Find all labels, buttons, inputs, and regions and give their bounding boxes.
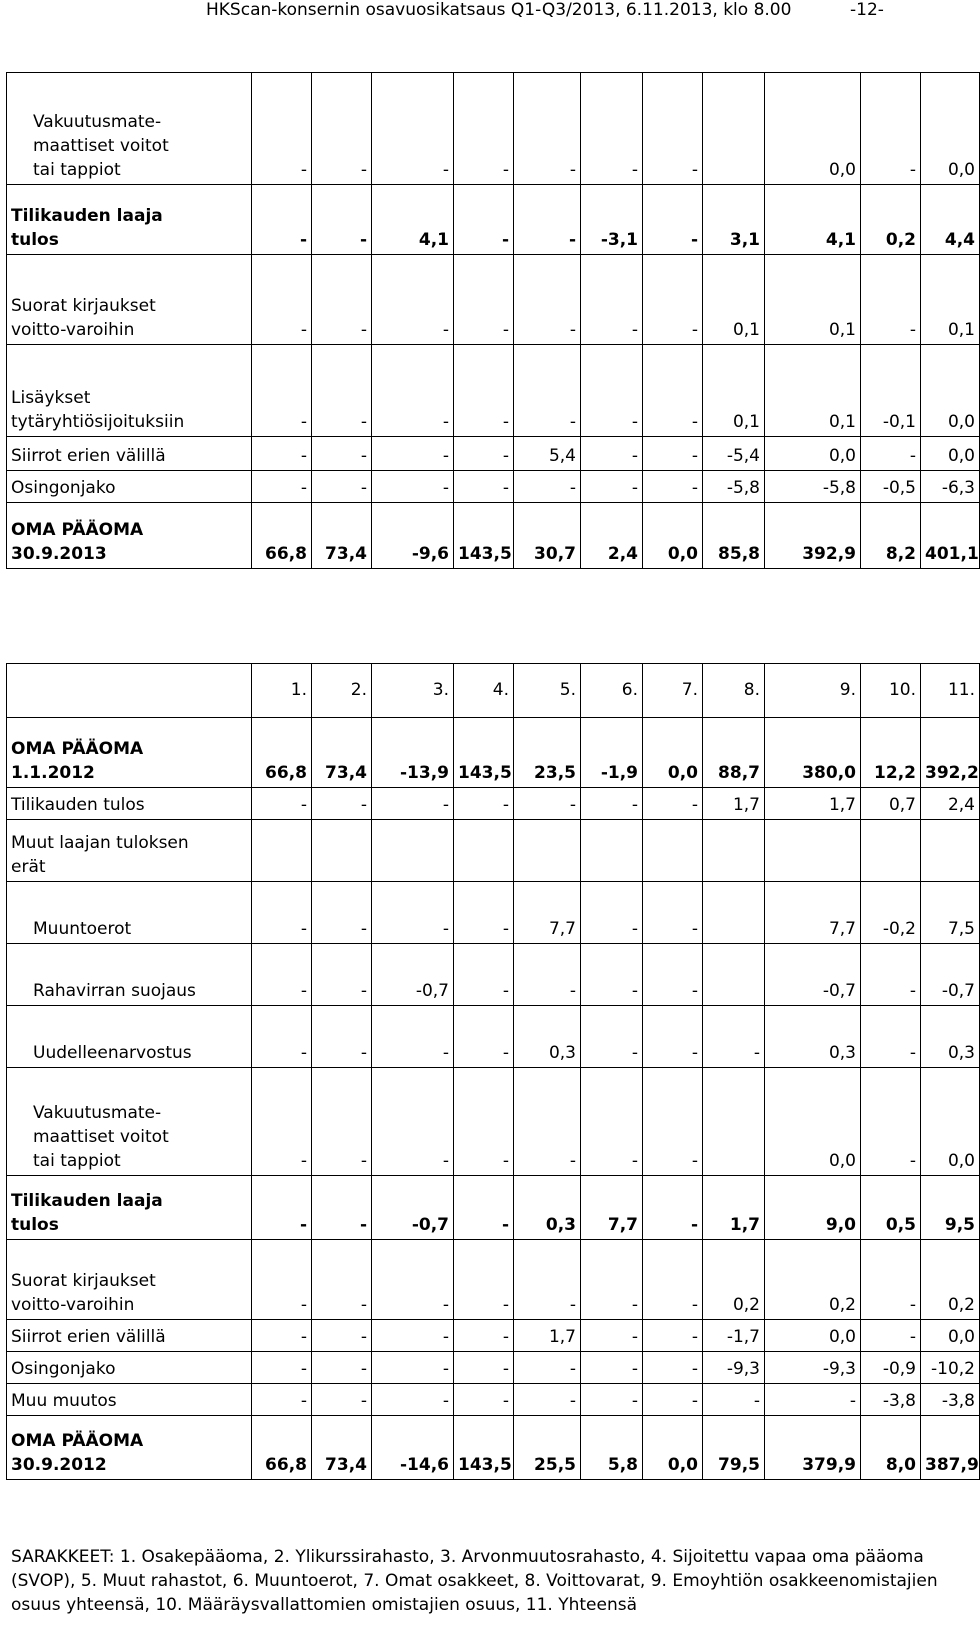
table-row — [7, 1176, 980, 1240]
row-label: Rahavirran suojaus — [7, 944, 252, 1006]
row-label: Vakuutusmate- maattiset voitot tai tappiot — [7, 1068, 252, 1176]
table-cell: - — [454, 788, 514, 820]
table-cell: 7,7 — [514, 882, 581, 944]
table-cell: - — [454, 73, 514, 185]
table-cell: - — [581, 345, 643, 437]
table-cell: 1,7 — [514, 1320, 581, 1352]
row-label: Muuntoerot — [7, 882, 252, 944]
table-cell: -9,3 — [765, 1352, 861, 1384]
table-cell: -0,9 — [861, 1352, 921, 1384]
table-cell: 379,9 — [765, 1416, 861, 1480]
table-cell: - — [454, 882, 514, 944]
table-cell: 7,5 — [921, 882, 980, 944]
table-cell: -9,3 — [703, 1352, 765, 1384]
table-cell: - — [643, 1176, 703, 1240]
table-cell: -9,6 — [372, 503, 454, 569]
table-cell — [454, 820, 514, 882]
table-cell: 392,2 — [921, 718, 980, 788]
table-cell — [703, 882, 765, 944]
table-cell: 1,7 — [765, 788, 861, 820]
table-cell: -0,7 — [921, 944, 980, 1006]
table-cell: - — [581, 1240, 643, 1320]
table-cell: - — [581, 437, 643, 471]
table-cell: -5,8 — [703, 471, 765, 503]
table-cell: -10,2 — [921, 1352, 980, 1384]
table-cell: - — [312, 185, 372, 255]
table-row — [7, 1240, 980, 1320]
table-cell: - — [643, 1352, 703, 1384]
table-row — [7, 1320, 980, 1352]
table-cell: - — [581, 882, 643, 944]
table-cell: -14,6 — [372, 1416, 454, 1480]
table-row — [7, 437, 980, 471]
table-cell: - — [454, 255, 514, 345]
column-header: 3. — [372, 664, 454, 718]
table-cell: -3,8 — [921, 1384, 980, 1416]
table-cell: 73,4 — [312, 718, 372, 788]
table-cell: - — [312, 1320, 372, 1352]
table-cell: - — [643, 944, 703, 1006]
table-cell: 0,1 — [703, 345, 765, 437]
table-cell — [372, 820, 454, 882]
table-cell: - — [861, 1068, 921, 1176]
table-cell: -3,8 — [861, 1384, 921, 1416]
table-cell: 0,0 — [643, 718, 703, 788]
table-cell: - — [372, 73, 454, 185]
table-cell: - — [861, 73, 921, 185]
table-cell: - — [372, 1240, 454, 1320]
row-label: Tilikauden laaja tulos — [7, 185, 252, 255]
table-cell: - — [514, 73, 581, 185]
table-cell: 2,4 — [921, 788, 980, 820]
table-row — [7, 882, 980, 944]
row-label: OMA PÄÄOMA 30.9.2012 — [7, 1416, 252, 1480]
table-cell — [643, 820, 703, 882]
document-title: HKScan-konsernin osavuosikatsaus Q1-Q3/2013, 6.11.2013, klo 8.00 — [206, 0, 792, 20]
table-row — [7, 944, 980, 1006]
table-cell: - — [312, 1176, 372, 1240]
table-cell: - — [312, 345, 372, 437]
table-cell: - — [372, 1006, 454, 1068]
row-label: Lisäykset tytäryhtiösijoituksiin — [7, 345, 252, 437]
table-cell: - — [312, 1240, 372, 1320]
column-header-row — [7, 664, 980, 718]
row-label: Siirrot erien välillä — [7, 437, 252, 471]
table-cell: 7,7 — [765, 882, 861, 944]
table-cell: - — [765, 1384, 861, 1416]
header-label-cell — [7, 664, 252, 718]
table-cell: - — [312, 255, 372, 345]
row-label: OMA PÄÄOMA 1.1.2012 — [7, 718, 252, 788]
table-cell — [703, 820, 765, 882]
table-cell: - — [372, 471, 454, 503]
table-cell: - — [372, 437, 454, 471]
table-cell: - — [372, 345, 454, 437]
table-cell: 9,5 — [921, 1176, 980, 1240]
table-cell: 0,1 — [765, 345, 861, 437]
table-cell: - — [861, 1006, 921, 1068]
table-cell: - — [514, 788, 581, 820]
table-cell: -1,7 — [703, 1320, 765, 1352]
table-row — [7, 718, 980, 788]
table-row — [7, 788, 980, 820]
table-cell: 0,0 — [921, 345, 980, 437]
table-cell: - — [312, 944, 372, 1006]
table-cell: - — [514, 1352, 581, 1384]
table-cell: -0,7 — [765, 944, 861, 1006]
table-cell — [703, 944, 765, 1006]
table-cell: 0,2 — [703, 1240, 765, 1320]
table-cell — [514, 820, 581, 882]
table-cell — [765, 820, 861, 882]
table-cell: 4,4 — [921, 185, 980, 255]
table-cell: - — [643, 1320, 703, 1352]
table-row — [7, 820, 980, 882]
table-cell: 0,3 — [514, 1006, 581, 1068]
table-cell: 0,0 — [765, 437, 861, 471]
table-cell: -0,7 — [372, 944, 454, 1006]
table-cell: 4,1 — [765, 185, 861, 255]
table-cell: - — [581, 1006, 643, 1068]
table-cell: - — [514, 345, 581, 437]
table-cell: - — [643, 471, 703, 503]
table-cell: 143,5 — [454, 1416, 514, 1480]
table-cell: - — [372, 255, 454, 345]
table-cell: - — [581, 255, 643, 345]
column-header: 1. — [252, 664, 312, 718]
table-cell: 88,7 — [703, 718, 765, 788]
table-cell: - — [252, 437, 312, 471]
column-header: 8. — [703, 664, 765, 718]
table-row — [7, 255, 980, 345]
table-cell: - — [372, 882, 454, 944]
table-cell: - — [252, 1006, 312, 1068]
table-cell: - — [252, 1240, 312, 1320]
table-cell: 4,1 — [372, 185, 454, 255]
table-cell: - — [372, 1384, 454, 1416]
row-label: Uudelleenarvostus — [7, 1006, 252, 1068]
table-cell: - — [643, 255, 703, 345]
row-label: Tilikauden laaja tulos — [7, 1176, 252, 1240]
column-header: 5. — [514, 664, 581, 718]
table-row — [7, 345, 980, 437]
table-cell: 380,0 — [765, 718, 861, 788]
table-cell: - — [252, 1352, 312, 1384]
table-cell: - — [643, 437, 703, 471]
table-cell: -0,1 — [861, 345, 921, 437]
table-cell: - — [252, 1176, 312, 1240]
column-header: 10. — [861, 664, 921, 718]
table-cell: - — [252, 1068, 312, 1176]
column-header: 6. — [581, 664, 643, 718]
table-cell: 0,0 — [643, 1416, 703, 1480]
table-cell: 0,5 — [861, 1176, 921, 1240]
table-cell: 8,0 — [861, 1416, 921, 1480]
table-cell: 66,8 — [252, 1416, 312, 1480]
table-cell: - — [643, 1240, 703, 1320]
table-cell: 0,1 — [921, 255, 980, 345]
table-cell: - — [514, 471, 581, 503]
table-cell: - — [861, 944, 921, 1006]
table-cell: - — [581, 73, 643, 185]
table-cell: 3,1 — [703, 185, 765, 255]
column-header: 2. — [312, 664, 372, 718]
table-cell: - — [252, 185, 312, 255]
table-cell — [312, 820, 372, 882]
table-cell: - — [861, 1320, 921, 1352]
table-cell: 79,5 — [703, 1416, 765, 1480]
table-cell: 1,7 — [703, 1176, 765, 1240]
page-number: -12- — [850, 0, 884, 20]
row-label: Osingonjako — [7, 471, 252, 503]
table-cell: - — [372, 1320, 454, 1352]
table-cell: -13,9 — [372, 718, 454, 788]
table-cell: - — [252, 471, 312, 503]
table-cell — [861, 820, 921, 882]
equity-table-2013 — [6, 72, 980, 569]
table-cell: - — [861, 437, 921, 471]
table-cell: - — [581, 944, 643, 1006]
table-cell: - — [643, 345, 703, 437]
table-cell: - — [312, 1006, 372, 1068]
row-label: Muut laajan tuloksen erät — [7, 820, 252, 882]
table-cell: - — [643, 882, 703, 944]
table-cell: - — [252, 255, 312, 345]
table-cell: 143,5 — [454, 503, 514, 569]
table-cell: - — [454, 1320, 514, 1352]
table-row — [7, 1416, 980, 1480]
table-cell: 7,7 — [581, 1176, 643, 1240]
table-cell: - — [703, 1384, 765, 1416]
row-label: Osingonjako — [7, 1352, 252, 1384]
table-row — [7, 1352, 980, 1384]
table-cell: 401,1 — [921, 503, 980, 569]
table-cell: - — [252, 788, 312, 820]
table-cell: 143,5 — [454, 718, 514, 788]
table-cell: - — [454, 1068, 514, 1176]
table-cell: 0,1 — [765, 255, 861, 345]
table-cell: 0,0 — [921, 73, 980, 185]
table-cell: 5,8 — [581, 1416, 643, 1480]
table-cell: 387,9 — [921, 1416, 980, 1480]
table-cell: - — [454, 1006, 514, 1068]
equity-table-2012 — [6, 663, 980, 1480]
table-cell: 392,9 — [765, 503, 861, 569]
table-cell: - — [643, 1006, 703, 1068]
table-cell: 25,5 — [514, 1416, 581, 1480]
table-cell: - — [312, 471, 372, 503]
page-header — [0, 0, 960, 24]
table-cell: - — [514, 1240, 581, 1320]
table-cell — [703, 73, 765, 185]
table-cell: 73,4 — [312, 503, 372, 569]
column-header: 9. — [765, 664, 861, 718]
table-cell: -0,5 — [861, 471, 921, 503]
table-cell: 0,3 — [921, 1006, 980, 1068]
table-cell: - — [454, 1240, 514, 1320]
table-cell: -3,1 — [581, 185, 643, 255]
table-cell: 0,0 — [643, 503, 703, 569]
table-cell: - — [312, 73, 372, 185]
table-cell: 5,4 — [514, 437, 581, 471]
table-cell: 0,0 — [921, 437, 980, 471]
table-cell: 85,8 — [703, 503, 765, 569]
table-row — [7, 1384, 980, 1416]
table-cell: 23,5 — [514, 718, 581, 788]
table-cell — [252, 820, 312, 882]
table-cell: - — [581, 1352, 643, 1384]
table-cell: - — [514, 185, 581, 255]
table-cell: -6,3 — [921, 471, 980, 503]
table-cell: 0,1 — [703, 255, 765, 345]
table-row — [7, 471, 980, 503]
table-cell: -0,7 — [372, 1176, 454, 1240]
table-cell: - — [372, 1352, 454, 1384]
table-cell: - — [581, 471, 643, 503]
table-cell: 0,0 — [765, 1068, 861, 1176]
row-label: OMA PÄÄOMA 30.9.2013 — [7, 503, 252, 569]
table-cell: - — [372, 1068, 454, 1176]
table-cell: 73,4 — [312, 1416, 372, 1480]
table-cell: - — [312, 437, 372, 471]
row-label: Tilikauden tulos — [7, 788, 252, 820]
table-cell: - — [514, 1068, 581, 1176]
column-header: 11. — [921, 664, 980, 718]
table-cell: 0,3 — [514, 1176, 581, 1240]
table-cell: - — [454, 345, 514, 437]
table-cell: 1,7 — [703, 788, 765, 820]
table-cell: - — [454, 1352, 514, 1384]
table-cell: - — [312, 1068, 372, 1176]
table-cell: 0,0 — [765, 1320, 861, 1352]
row-label: Suorat kirjaukset voitto-varoihin — [7, 255, 252, 345]
table-cell: -0,2 — [861, 882, 921, 944]
column-legend: SARAKKEET: 1. Osakepääoma, 2. Ylikurssirahasto, 3. Arvonmuutosrahasto, 4. Sijoitettu vapaa oma pääoma (SVOP), 5. Muut rahastot, 6. Muuntoerot, 7. Omat osakkeet, 8. Voittovarat, 9. Emoyhtiön osakkeenomistajien osuus yhteensä, 10. Määräysvallattomien omistajien osuus, 11. Yhteensä — [11, 1547, 938, 1615]
table-cell: - — [643, 1384, 703, 1416]
table-cell: - — [252, 944, 312, 1006]
table-cell: - — [581, 1068, 643, 1176]
table-cell: 0,7 — [861, 788, 921, 820]
table-cell: - — [252, 345, 312, 437]
row-label: Muu muutos — [7, 1384, 252, 1416]
table-cell: 0,2 — [861, 185, 921, 255]
table-cell: - — [454, 1176, 514, 1240]
table-cell: 30,7 — [514, 503, 581, 569]
table-cell: -5,8 — [765, 471, 861, 503]
table-cell: 0,0 — [921, 1068, 980, 1176]
table-cell — [703, 1068, 765, 1176]
table-cell: 12,2 — [861, 718, 921, 788]
table-cell: - — [252, 1320, 312, 1352]
table-cell: - — [514, 944, 581, 1006]
table-cell: - — [643, 788, 703, 820]
column-header: 7. — [643, 664, 703, 718]
table-cell: -5,4 — [703, 437, 765, 471]
table-cell — [921, 820, 980, 882]
table-cell: - — [514, 255, 581, 345]
table-cell: 0,0 — [765, 73, 861, 185]
table-cell: - — [703, 1006, 765, 1068]
row-label: Siirrot erien välillä — [7, 1320, 252, 1352]
table-cell: 0,3 — [765, 1006, 861, 1068]
table-row — [7, 1068, 980, 1176]
table-cell: - — [252, 1384, 312, 1416]
table-cell: - — [581, 788, 643, 820]
table-cell: - — [861, 255, 921, 345]
table-cell: 0,2 — [921, 1240, 980, 1320]
table-cell: - — [454, 471, 514, 503]
table-cell: 66,8 — [252, 503, 312, 569]
table-cell: - — [454, 1384, 514, 1416]
table-cell: - — [643, 1068, 703, 1176]
table-cell: - — [252, 882, 312, 944]
table-cell — [581, 820, 643, 882]
table-cell: - — [581, 1384, 643, 1416]
table-cell: - — [312, 882, 372, 944]
row-label: Suorat kirjaukset voitto-varoihin — [7, 1240, 252, 1320]
table-cell: 0,0 — [921, 1320, 980, 1352]
table-cell: 9,0 — [765, 1176, 861, 1240]
table-row — [7, 503, 980, 569]
table-cell: - — [514, 1384, 581, 1416]
table-cell: - — [312, 1384, 372, 1416]
column-header: 4. — [454, 664, 514, 718]
table-cell: - — [454, 944, 514, 1006]
table-cell: - — [581, 1320, 643, 1352]
table-cell: - — [312, 788, 372, 820]
table-row — [7, 73, 980, 185]
table-cell: - — [372, 788, 454, 820]
table-cell: 8,2 — [861, 503, 921, 569]
table-cell: 66,8 — [252, 718, 312, 788]
table-cell: - — [454, 185, 514, 255]
table-row — [7, 185, 980, 255]
table-cell: - — [252, 73, 312, 185]
table-cell: - — [861, 1240, 921, 1320]
table-cell: 2,4 — [581, 503, 643, 569]
table-cell: - — [454, 437, 514, 471]
table-cell: - — [643, 185, 703, 255]
row-label: Vakuutusmate- maattiset voitot tai tappiot — [7, 73, 252, 185]
table-cell: - — [643, 73, 703, 185]
table-cell: 0,2 — [765, 1240, 861, 1320]
table-row — [7, 1006, 980, 1068]
table-cell: - — [312, 1352, 372, 1384]
table-cell: -1,9 — [581, 718, 643, 788]
